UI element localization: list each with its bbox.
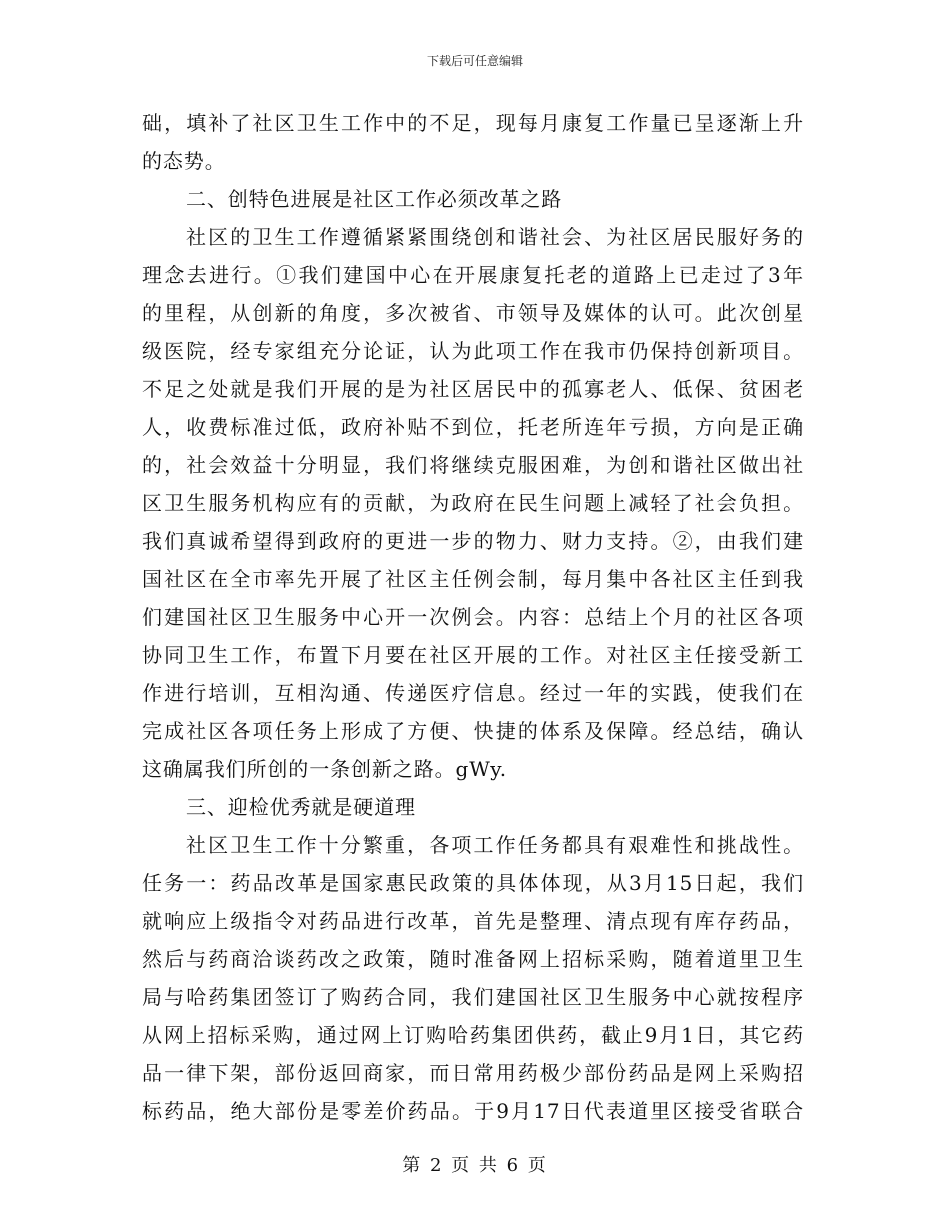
text-line: 人，收费标准过低，政府补贴不到位，托老所连年亏损，方向是正确 — [142, 415, 804, 439]
page-footer: 第 2 页 共 6 页 — [402, 1155, 548, 1176]
body-text — [142, 104, 804, 1130]
text-line: 的态势。 — [142, 149, 226, 173]
text-line: 区卫生服务机构应有的贡献，为政府在民生问题上减轻了社会负担。 — [142, 491, 804, 515]
text-line: 协同卫生工作，布置下月要在社区开展的工作。对社区主任接受新工 — [142, 643, 804, 667]
text-line: 品一律下架，部份返回商家，而日常用药极少部份药品是网上采购招 — [142, 1061, 804, 1085]
text-line: 不足之处就是我们开展的是为社区居民中的孤寡老人、低保、贫困老 — [142, 377, 804, 401]
text-line: 国社区在全市率先开展了社区主任例会制，每月集中各社区主任到我 — [142, 567, 804, 591]
text-line: 的里程，从创新的角度，多次被省、市领导及媒体的认可。此次创星 — [142, 301, 804, 325]
text-line: 础，填补了社区卫生工作中的不足，现每月康复工作量已呈逐渐上升 — [142, 111, 804, 135]
text-line: 完成社区各项任务上形成了方便、快捷的体系及保障。经总结，确认 — [142, 719, 804, 743]
text-line: 们建国社区卫生服务中心开一次例会。内容：总结上个月的社区各项 — [142, 605, 804, 629]
text-line: 任务一：药品改革是国家惠民政策的具体体现，从3月15日起，我们 — [142, 871, 804, 895]
page-header: 下载后可任意编辑 — [426, 54, 523, 68]
text-line: 理念去进行。①我们建国中心在开展康复托老的道路上已走过了3年 — [142, 263, 804, 287]
text-line: 从网上招标采购，通过网上订购哈药集团供药，截止9月1日，其它药 — [142, 1023, 804, 1047]
text-line: 然后与药商洽谈药改之政策，随时准备网上招标采购，随着道里卫生 — [142, 947, 804, 971]
text-line: 级医院，经专家组充分论证，认为此项工作在我市仍保持创新项目。 — [142, 339, 804, 363]
text-line: 就响应上级指令对药品进行改革，首先是整理、清点现有库存药品， — [142, 909, 804, 933]
text-line: 作进行培训，互相沟通、传递医疗信息。经过一年的实践，使我们在 — [142, 681, 804, 705]
text-line: 的，社会效益十分明显，我们将继续克服困难，为创和谐社区做出社 — [142, 453, 804, 477]
text-line: 我们真诚希望得到政府的更进一步的物力、财力支持。②，由我们建 — [142, 529, 804, 553]
text-line: 标药品，绝大部份是零差价药品。于9月17日代表道里区接受省联合 — [142, 1099, 804, 1123]
text-line: 社区卫生工作十分繁重，各项工作任务都具有艰难性和挑战性。 — [186, 833, 804, 857]
section-heading: 三、迎检优秀就是硬道理 — [186, 795, 416, 819]
text-line: 局与哈药集团签订了购药合同，我们建国社区卫生服务中心就按程序 — [142, 985, 804, 1009]
section-heading: 二、创特色进展是社区工作必须改革之路 — [186, 187, 563, 211]
text-line: 社区的卫生工作遵循紧紧围绕创和谐社会、为社区居民服好务的 — [186, 225, 804, 249]
text-line: 这确属我们所创的一条创新之路。gWy. — [142, 757, 508, 781]
